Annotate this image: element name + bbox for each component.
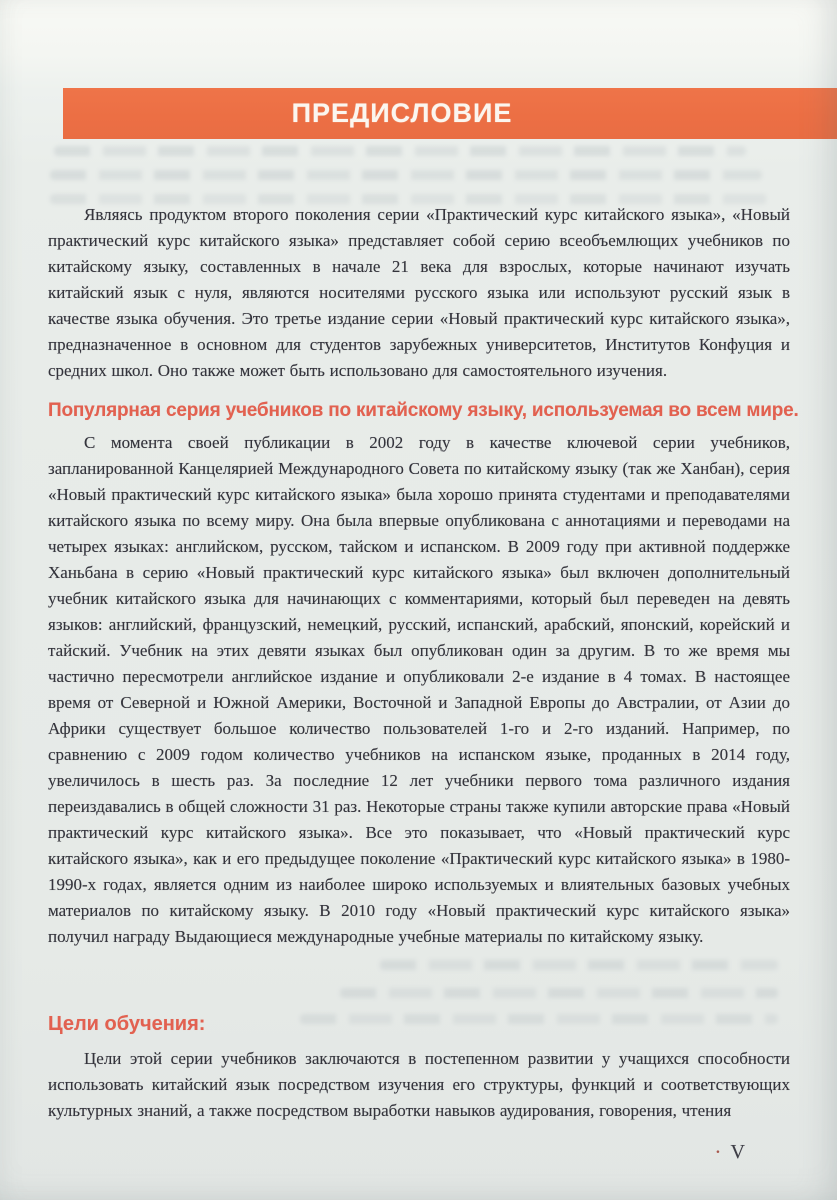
- paragraph-popular-series: С момента своей публикации в 2002 году в качестве ключевой серии учебников, запланированной Канцелярией Международного Совета по китайскому языку (так же Ханбан), серия «Новый практический курс китайского языка» была хорошо принята студентами и преподавателями китайского языка по всему миру. Она была впервые опубликована с аннотациями и переводами на четырех языках: английском, русском, тайском и испанском. В 2009 году при активной поддержке Ханьбана в серию «Новый практический курс китайского языка» был включен дополнительный учебник китайского языка для начинающих с комментариями, который был переведен на девять языков: английский, французский, немецкий, русский, испанский, арабский, японский, корейский и тайский. Учебник на этих девяти языках был опубликован один за другим. В то же время мы частично пересмотрели английское издание и опубликовали 2-е издание в 4 томах. В настоящее время от Северной и Южной Америки, Восточной и Западной Европы до Австралии, от Азии до Африки существует большое количество пользователей 1-го и 2-го изданий. Например, по сравнению с 2009 годом количество учебников на испанском языке, проданных в 2014 году, увеличилось в шесть раз. За последние 12 лет учебники первого тома различного издания переиздавались в общей сложности 31 раз. Некоторые страны также купили авторские права «Новый практический курс китайского языка». Все это показывает, что «Новый практический курс китайского языка», как и его предыдущее поколение «Практический курс китайского языка» в 1980-1990-х годах, является одним из наиболее широко используемых и влиятельных базовых учебных материалов по китайскому языку. В 2010 году «Новый практический курс китайского языка» получил награду Выдающиеся международные учебные материалы по китайскому языку.: [48, 433, 790, 946]
- page-number: [714, 1138, 746, 1164]
- paragraph-goals: Цели этой серии учебников заключаются в постепенном развитии у учащихся способности использовать китайский язык посредством изучения его структуры, функций и соответствующих культурных знаний, а также посредством выработки навыков аудирования, говорения, чтения: [48, 1049, 790, 1120]
- upper-text-block: [48, 202, 799, 950]
- lower-text-block: [48, 1012, 790, 1124]
- page-number-value: V: [730, 1141, 746, 1163]
- paragraph-intro: Являясь продуктом второго поколения серии «Практический курс китайского языка», «Новый практический курс китайского языка» представляет собой серию всеобъемлющих учебников по китайскому языку, составленных в начале 21 века для взрослых, которые начинают изучать китайский язык с нуля, являются носителями русского языка или используют русский язык в качестве языка обучения. Это третье издание серии «Новый практический курс китайского языка», предназначенное в основном для студентов зарубежных университетов, Институтов Конфуция и средних школ. Оно также может быть использовано для самостоятельного изучения.: [48, 205, 790, 380]
- text-column: [48, 0, 799, 1200]
- preface-banner-title: ПРЕДИСЛОВИЕ: [291, 98, 513, 128]
- page-number-dot: ·: [714, 1138, 722, 1164]
- section-heading-goals: Цели обучения:: [48, 1013, 206, 1035]
- section-heading-popular-series: Популярная серия учебников по китайскому языку, используемая во всем мире.: [48, 400, 799, 421]
